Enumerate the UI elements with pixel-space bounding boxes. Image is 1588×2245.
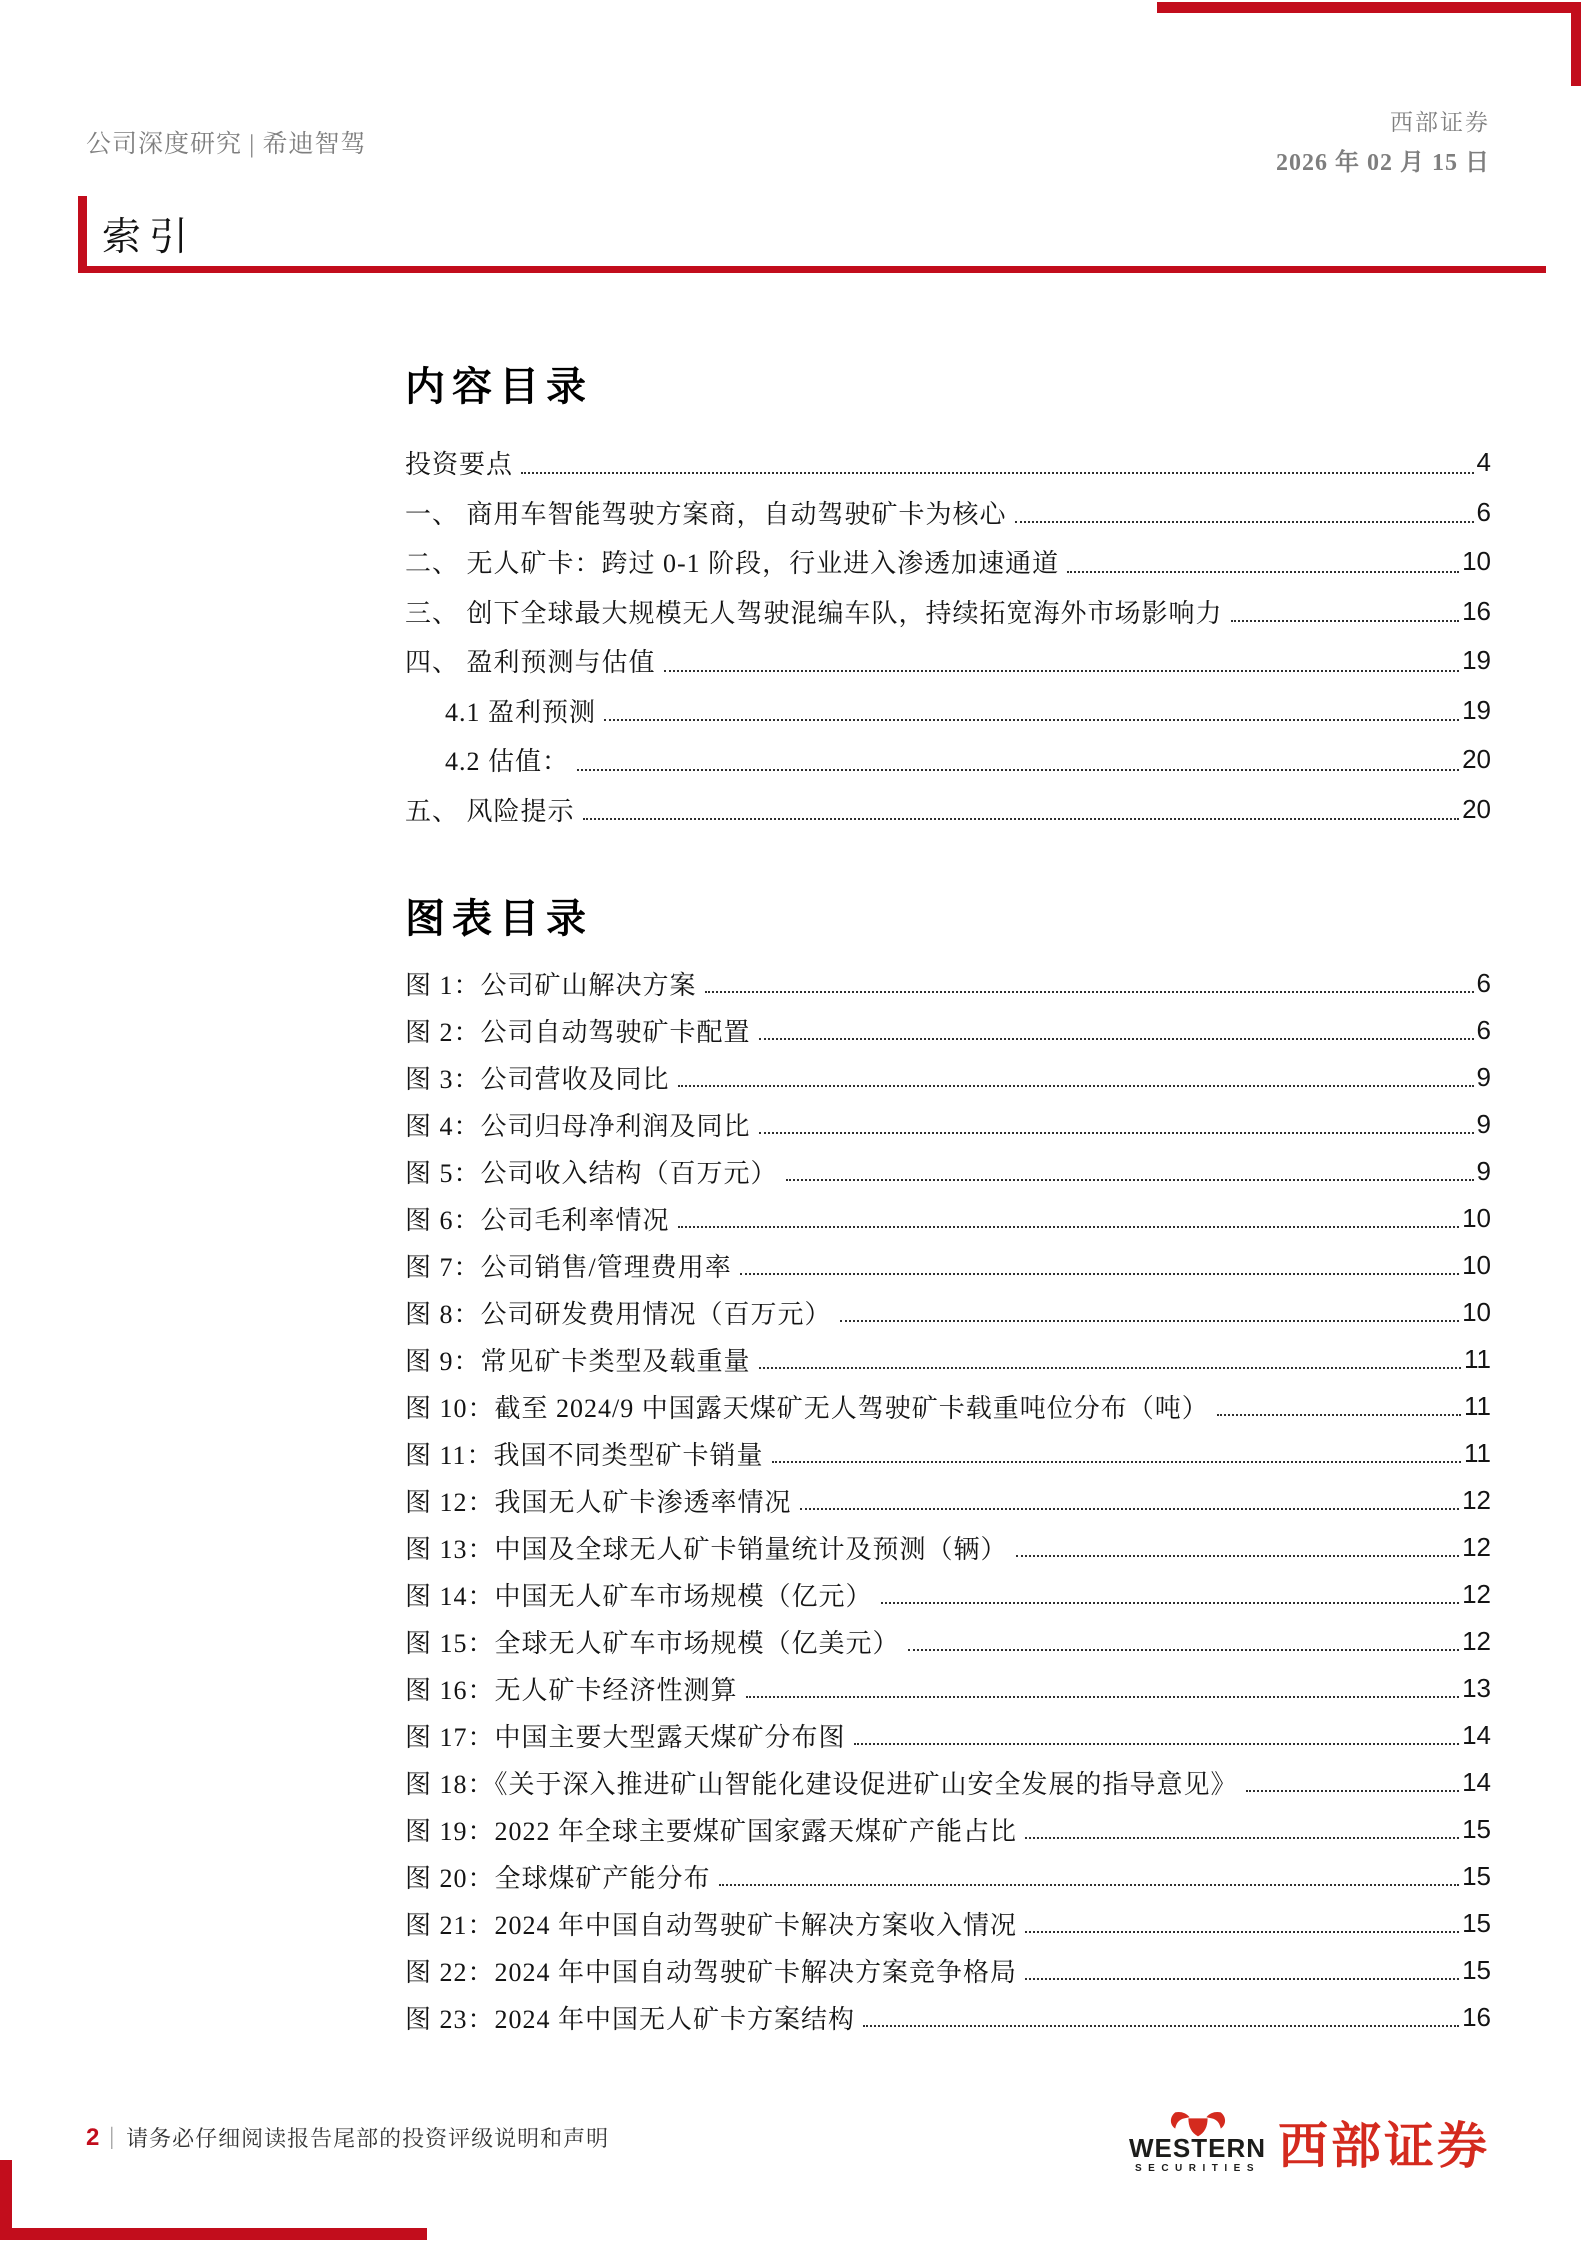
figure-entry-page: 10 [1462,1250,1491,1280]
dotted-leader [740,1273,1459,1275]
figure-entry[interactable] [405,1007,1491,1054]
toc-entry-page: 16 [1462,595,1491,626]
figure-entry-label: 图 3：公司营收及同比 [405,1065,670,1094]
figure-entry-label: 图 13：中国及全球无人矿卡销量统计及预测（辆） [405,1535,1008,1564]
footer-disclaimer: 请务必仔细阅读报告尾部的投资评级说明和声明 [126,2126,610,2151]
figure-entry-label: 图 7：公司销售/管理费用率 [405,1253,732,1282]
toc-list [405,438,1491,834]
dotted-leader [705,991,1474,993]
figure-entry[interactable] [405,1665,1491,1712]
figure-directory [405,895,1491,2041]
toc-entry-page: 19 [1462,645,1491,676]
footer-divider: | [109,2124,115,2150]
toc-entry-page: 4 [1476,447,1491,478]
dotted-leader [800,1508,1460,1510]
figure-entry-label: 图 8：公司研发费用情况（百万元） [405,1300,832,1329]
dotted-leader [1231,620,1460,622]
figure-entry-page: 13 [1462,1673,1491,1703]
report-category-title: 公司深度研究 | 希迪智驾 [86,131,367,158]
toc-entry[interactable] [405,488,1491,538]
figure-entry-page: 11 [1464,1344,1491,1374]
figure-entry-page: 9 [1476,1156,1491,1186]
figure-entry-page: 15 [1462,1955,1491,1985]
figure-entry[interactable] [405,1336,1491,1383]
toc-entry-page: 19 [1462,694,1491,725]
brand-name: 西部证券 [1390,110,1490,135]
figure-entry-label: 图 15：全球无人矿车市场规模（亿美元） [405,1629,900,1658]
figure-entry-page: 9 [1476,1109,1491,1139]
toc-entry[interactable] [405,587,1491,637]
dotted-leader [863,2025,1459,2027]
toc-entry-label: 四、 盈利预测与估值 [405,648,656,678]
dotted-leader [759,1132,1474,1134]
toc-entry-page: 20 [1462,793,1491,824]
figure-entry[interactable] [405,1195,1491,1242]
figure-entry-label: 图 5：公司收入结构（百万元） [405,1159,778,1188]
dotted-leader [840,1320,1460,1322]
dotted-leader [664,670,1460,672]
figure-entry[interactable] [405,1524,1491,1571]
figure-entry-label: 图 12：我国无人矿卡渗透率情况 [405,1488,792,1517]
figure-entry-page: 6 [1476,968,1491,998]
figure-entry-page: 9 [1476,1062,1491,1092]
figure-entry-page: 10 [1462,1203,1491,1233]
figure-entry[interactable] [405,1759,1491,1806]
figure-entry-page: 12 [1462,1532,1491,1562]
logo-text-sub: SECURITIES [1134,2162,1260,2174]
figure-entry-label: 图 21：2024 年中国自动驾驶矿卡解决方案收入情况 [405,1911,1018,1940]
dotted-leader [583,818,1460,820]
figures-heading: 图表目录 [405,896,593,941]
toc-entry-label: 4.1 盈利预测 [445,697,597,727]
footer-page-number: 2 [86,2123,100,2151]
toc-entry-label: 三、 创下全球最大规模无人驾驶混编车队，持续拓宽海外市场影响力 [405,598,1223,628]
dotted-leader [1246,1790,1460,1792]
dotted-leader [759,1367,1461,1369]
dotted-leader [746,1696,1460,1698]
dotted-leader [678,1085,1474,1087]
figure-entry-label: 图 11：我国不同类型矿卡销量 [405,1441,764,1470]
toc-heading: 内容目录 [405,364,593,409]
dotted-leader [719,1884,1460,1886]
toc-entry-label: 五、 风险提示 [405,796,575,826]
figure-entry[interactable] [405,1900,1491,1947]
figure-entry[interactable] [405,1054,1491,1101]
dotted-leader [604,719,1459,721]
figure-entry-label: 图 19：2022 年全球主要煤矿国家露天煤矿产能占比 [405,1817,1018,1846]
dotted-leader [678,1226,1460,1228]
figure-entry[interactable] [405,1712,1491,1759]
figure-entry-label: 图 4：公司归母净利润及同比 [405,1112,751,1141]
figure-entry-page: 15 [1462,1908,1491,1938]
figure-entry-label: 图 9：常见矿卡类型及载重量 [405,1347,751,1376]
logo-text-cn: 西部证券 [1278,2118,1490,2174]
figure-entry[interactable] [405,1853,1491,1900]
figure-entry[interactable] [405,1242,1491,1289]
toc-entry[interactable] [405,686,1491,736]
dotted-leader [577,769,1459,771]
figure-entry[interactable] [405,1571,1491,1618]
dotted-leader [1217,1414,1461,1416]
figure-entry-label: 图 2：公司自动驾驶矿卡配置 [405,1018,751,1047]
figure-entry-page: 15 [1462,1814,1491,1844]
figure-entry-label: 图 16：无人矿卡经济性测算 [405,1676,738,1705]
figure-entry-label: 图 17：中国主要大型露天煤矿分布图 [405,1723,846,1752]
figure-entry-label: 图 22：2024 年中国自动驾驶矿卡解决方案竞争格局 [405,1958,1018,1987]
page-section-title: 索引 [102,216,197,259]
figure-entry-page: 14 [1462,1767,1491,1797]
figure-entry-label: 图 14：中国无人矿车市场规模（亿元） [405,1582,873,1611]
figure-entry[interactable] [405,1148,1491,1195]
logo-text-en: WESTERN [1129,2132,1266,2163]
toc-entry[interactable] [405,537,1491,587]
figure-entry[interactable] [405,1101,1491,1148]
figure-entry-label: 图 1：公司矿山解决方案 [405,971,697,1000]
figure-entry-page: 12 [1462,1626,1491,1656]
dotted-leader [854,1743,1460,1745]
figure-entry-label: 图 6：公司毛利率情况 [405,1206,670,1235]
dotted-leader [772,1461,1461,1463]
figure-entry-page: 6 [1476,1015,1491,1045]
toc-entry-label: 一、 商用车智能驾驶方案商，自动驾驶矿卡为核心 [405,499,1007,529]
dotted-leader [1025,1837,1459,1839]
dotted-leader [786,1179,1474,1181]
dotted-leader [759,1038,1474,1040]
dotted-leader [1067,571,1459,573]
figure-entry-label: 图 18：《关于深入推进矿山智能化建设促进矿山安全发展的指导意见》 [405,1770,1238,1799]
figure-entry-page: 16 [1462,2002,1491,2032]
figure-entry-page: 14 [1462,1720,1491,1750]
figure-entry-page: 11 [1464,1391,1491,1421]
report-date: 2026 年 02 月 15 日 [1276,150,1490,176]
figure-entry-page: 12 [1462,1485,1491,1515]
toc-entry[interactable] [405,636,1491,686]
figure-entry[interactable] [405,1289,1491,1336]
figure-entry-label: 图 20：全球煤矿产能分布 [405,1864,711,1893]
dotted-leader [881,1602,1460,1604]
top-right-decor-bar-horizontal [1157,2,1581,13]
toc-entry[interactable] [405,785,1491,835]
toc-entry-label: 4.2 估值： [445,747,570,777]
dotted-leader [1015,521,1474,523]
dotted-leader [1016,1555,1460,1557]
dotted-leader [521,472,1474,474]
toc-entry-label: 投资要点 [405,450,514,480]
dotted-leader [908,1649,1460,1651]
figure-entry[interactable] [405,960,1491,1007]
figure-entry[interactable] [405,1618,1491,1665]
section-divider-rule [78,266,1546,273]
toc-entry-label: 二、 无人矿卡：跨过 0-1 阶段，行业进入渗透加速通道 [405,549,1060,579]
company-logo [1129,2106,1490,2178]
figure-entry-label: 图 23：2024 年中国无人矿卡方案结构 [405,2005,856,2034]
figure-entry[interactable] [405,1477,1491,1524]
logo-western-block [1129,2111,1266,2174]
figure-entry[interactable] [405,1947,1491,1994]
figure-entry[interactable] [405,1994,1491,2041]
figure-entry-page: 10 [1462,1297,1491,1327]
figure-entry-page: 15 [1462,1861,1491,1891]
header-right-block [1276,104,1490,177]
figure-entry-label: 图 10：截至 2024/9 中国露天煤矿无人驾驶矿卡载重吨位分布（吨） [405,1394,1209,1423]
dotted-leader [1025,1931,1459,1933]
toc-entry-page: 6 [1476,496,1491,527]
toc-entry-page: 20 [1462,744,1491,775]
figure-entry-page: 11 [1464,1438,1491,1468]
section-title-accent-bar [78,196,87,270]
bottom-left-decor-bar-horizontal [0,2228,427,2240]
top-right-decor-bar-vertical [1571,2,1581,86]
table-of-contents [405,363,1491,834]
toc-entry[interactable] [405,438,1491,488]
figure-entry[interactable] [405,1383,1491,1430]
figure-entry-page: 12 [1462,1579,1491,1609]
figure-entry[interactable] [405,1806,1491,1853]
figure-entry[interactable] [405,1430,1491,1477]
figures-list [405,960,1491,2041]
toc-entry-page: 10 [1462,546,1491,577]
footer [86,2122,609,2153]
dotted-leader [1025,1978,1459,1980]
toc-entry[interactable] [405,735,1491,785]
